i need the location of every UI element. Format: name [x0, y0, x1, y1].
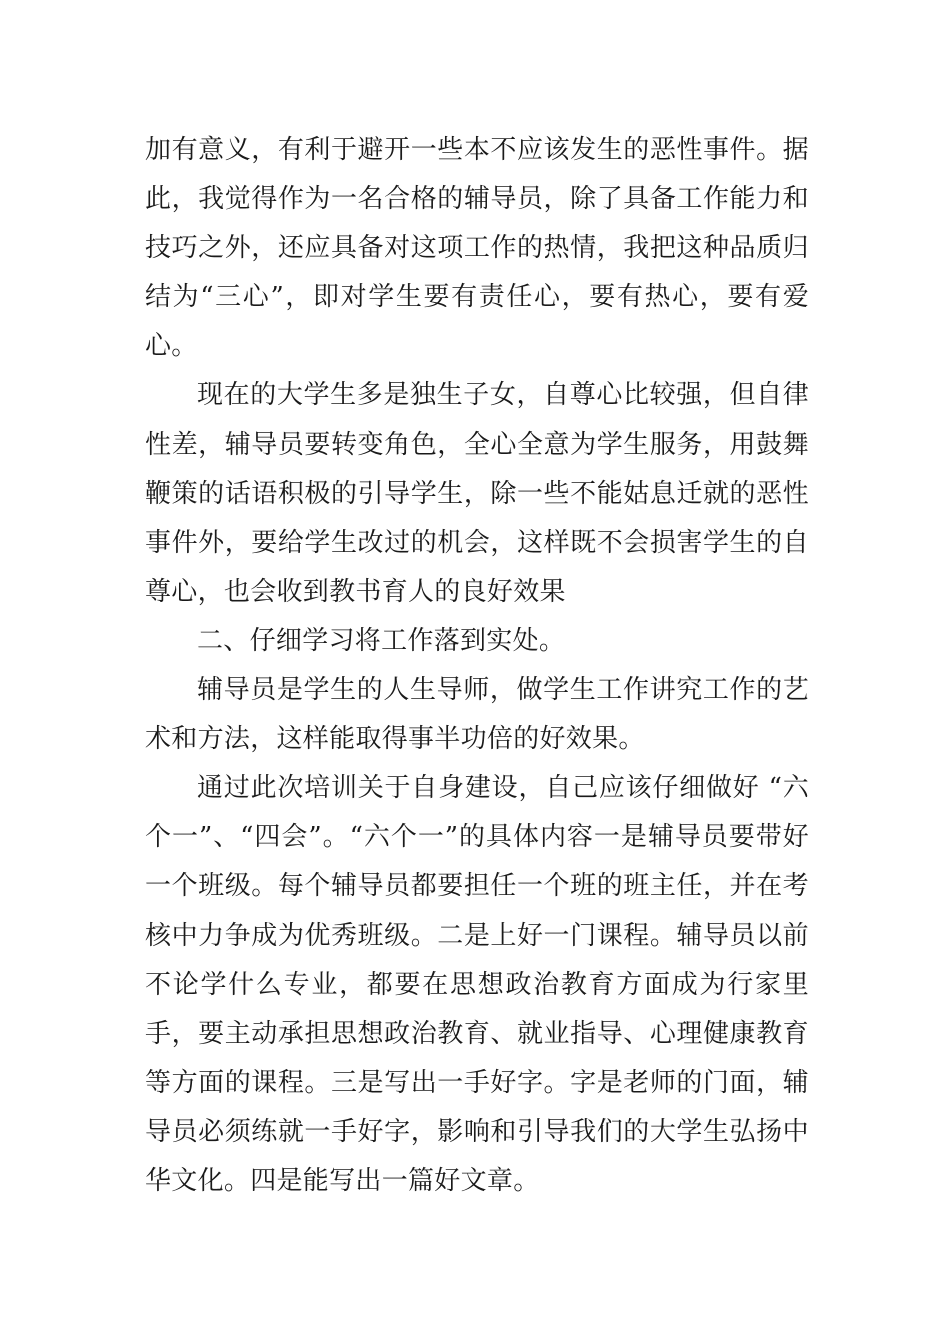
paragraph-1: 加有意义，有利于避开一些本不应该发生的恶性事件。据此，我觉得作为一名合格的辅导员，除了具备工作能力和技巧之外，还应具备对这项工作的热情，我把这种品质归结为“三心”，即对学生要有责任心，要有热心，要有爱心。	[145, 135, 809, 362]
section-heading: 二、仔细学习将工作落到实处。	[197, 625, 566, 656]
paragraph-3: 辅导员是学生的人生导师，做学生工作讲究工作的艺术和方法，这样能取得事半功倍的好效果。	[145, 675, 809, 755]
document-body	[145, 126, 809, 1206]
paragraph-2: 现在的大学生多是独生子女，自尊心比较强，但自律性差，辅导员要转变角色，全心全意为学生服务，用鼓舞鞭策的话语积极的引导学生，除一些不能姑息迁就的恶性事件外，要给学生改过的机会，这样既不会损害学生的自尊心，也会收到教书育人的良好效果	[145, 380, 809, 607]
paragraph-4: 通过此次培训关于自身建设，自己应该仔细做好 “六个一”、“四会”。“六个一”的具体内容一是辅导员要带好一个班级。每个辅导员都要担任一个班的班主任，并在考核中力争成为优秀班级。二是上好一门课程。辅导员以前不论学什么专业，都要在思想政治教育方面成为行家里手，要主动承担思想政治教育、就业指导、心理健康教育等方面的课程。三是写出一手好字。字是老师的门面，辅导员必须练就一手好字，影响和引导我们的大学生弘扬中华文化。四是能写出一篇好文章。	[145, 773, 809, 1196]
